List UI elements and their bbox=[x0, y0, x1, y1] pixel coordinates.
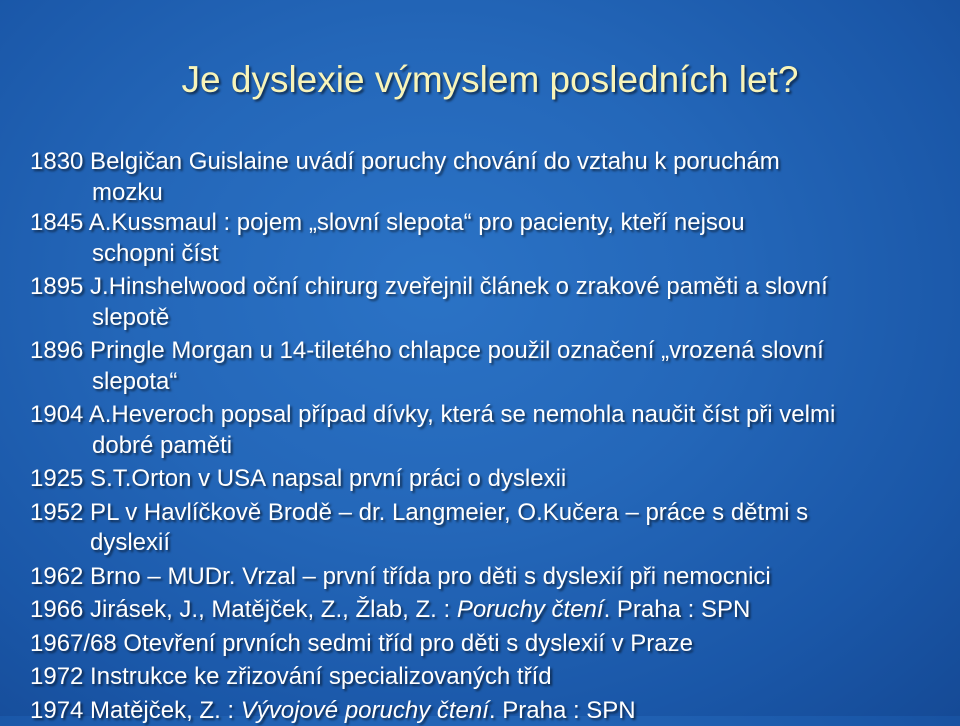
entry-continuation: schopni číst bbox=[30, 239, 935, 270]
timeline-entry-1904 bbox=[30, 400, 935, 461]
entry-text: 1896 Pringle Morgan u 14-tiletého chlapce použil označení „vrozená slovní bbox=[30, 337, 824, 364]
entry-continuation: mozku bbox=[30, 178, 935, 209]
timeline-entry-1896 bbox=[30, 336, 935, 397]
timeline-list bbox=[30, 147, 935, 726]
entry-text: 1845 A.Kussmaul : pojem „slovní slepota“ pro pacienty, kteří nejsou bbox=[30, 209, 745, 236]
entry-continuation: dyslexií bbox=[30, 528, 935, 559]
timeline-entry-1966 bbox=[30, 595, 935, 626]
book-title: Vývojové poruchy čtení bbox=[241, 697, 489, 724]
entry-text: 1925 S.T.Orton v USA napsal první práci o dyslexii bbox=[30, 465, 566, 492]
entry-text: 1972 Instrukce ke zřizování specializovaných tříd bbox=[30, 663, 552, 690]
entry-continuation: slepota“ bbox=[30, 367, 935, 398]
timeline-entry-1974 bbox=[30, 696, 935, 726]
entry-text: 1967/68 Otevření prvních sedmi tříd pro děti s dyslexií v Praze bbox=[30, 630, 693, 657]
entry-text: 1966 Jirásek, J., Matějček, Z., Žlab, Z. : bbox=[30, 596, 457, 623]
timeline-entry-1972 bbox=[30, 662, 935, 693]
timeline-entry-1967 bbox=[30, 629, 935, 660]
entry-text: 1895 J.Hinshelwood oční chirurg zveřejnil článek o zrakové paměti a slovní bbox=[30, 273, 828, 300]
entry-publisher: . Praha : SPN bbox=[489, 697, 636, 724]
entry-text: 1904 A.Heveroch popsal případ dívky, která se nemohla naučit číst při velmi bbox=[30, 401, 835, 428]
entry-text: 1962 Brno – MUDr. Vrzal – první třída pro děti s dyslexií při nemocnici bbox=[30, 563, 771, 590]
timeline-entry-1952 bbox=[30, 498, 935, 559]
timeline-entry-1845 bbox=[30, 208, 935, 269]
timeline-entry-1895 bbox=[30, 272, 935, 333]
slide-title: Je dyslexie výmyslem posledních let? bbox=[0, 57, 960, 103]
entry-publisher: . Praha : SPN bbox=[604, 596, 751, 623]
entry-text: 1952 PL v Havlíčkově Brodě – dr. Langmeier, O.Kučera – práce s dětmi s bbox=[30, 499, 808, 526]
timeline-entry-1925 bbox=[30, 464, 935, 495]
timeline-entry-1830 bbox=[30, 147, 935, 208]
entry-continuation: dobré paměti bbox=[30, 431, 935, 462]
entry-continuation: slepotě bbox=[30, 303, 935, 334]
entry-text: 1974 Matějček, Z. : bbox=[30, 697, 241, 724]
timeline-entry-1962 bbox=[30, 562, 935, 593]
entry-text: 1830 Belgičan Guislaine uvádí poruchy chování do vztahu k poruchám bbox=[30, 148, 780, 175]
book-title: Poruchy čtení bbox=[457, 596, 604, 623]
